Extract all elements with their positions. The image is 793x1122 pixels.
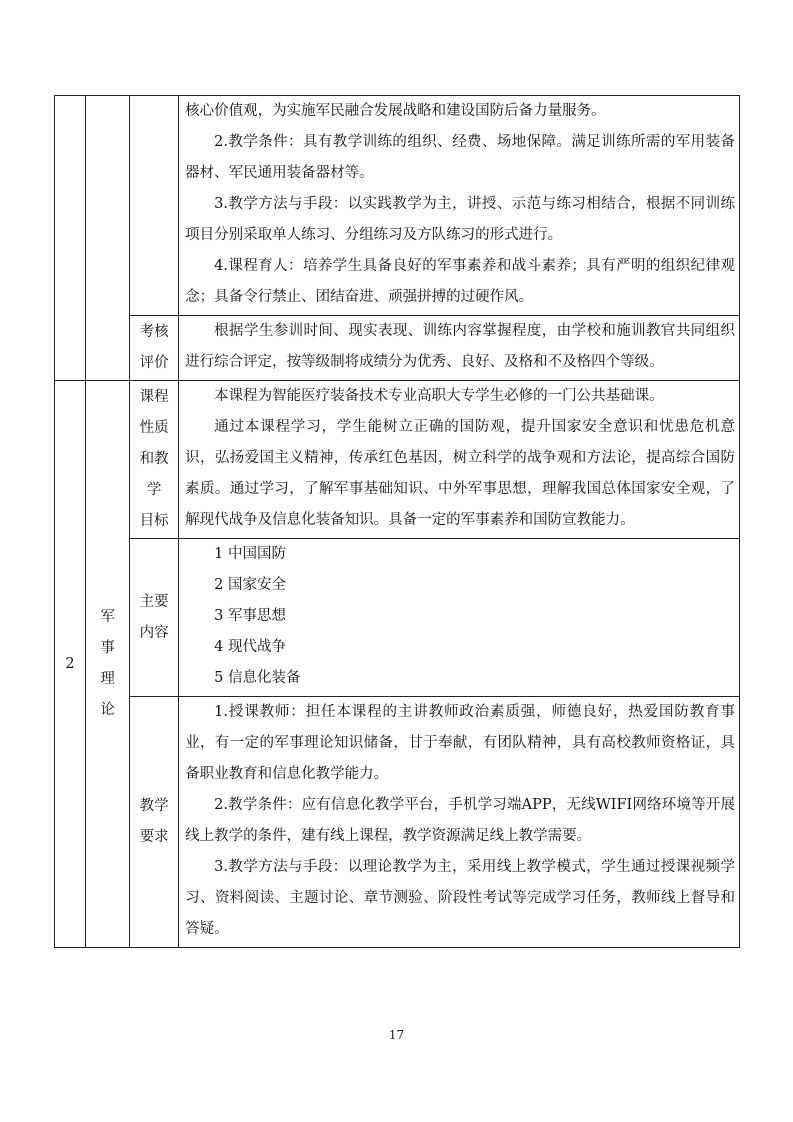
assessment-label (130, 316, 179, 381)
list-item: 1 中国国防 (214, 546, 286, 562)
curriculum-table (54, 95, 740, 948)
paragraph: 2.教学条件：应有信息化教学平台，手机学习端APP，无线WIFI网络环境等开展线上教学的条件，建有线上课程，教学资源满足线上教学需要。 (185, 797, 735, 844)
course-name-char: 军 (100, 609, 115, 625)
course-name-char: 理 (100, 671, 115, 687)
course-number-cell (55, 96, 86, 381)
nature-goals-body (179, 381, 740, 539)
paragraph: 通过本课程学习，学生能树立正确的国防观，提升国家安全意识和忧患危机意识，弘扬爱国主义精神，传承红色基因，树立科学的战争观和方法论，提高综合国防素质。通过学习，了解军事基础知识、中外军事思想，理解我国总体国家安全观，了解现代战争及信息化装备知识。具备一定的军事素养和国防宣教能力。 (185, 419, 735, 528)
table-row (55, 316, 740, 381)
course-name-cell (86, 381, 130, 948)
table-row (55, 381, 740, 539)
label-line: 教学 (139, 798, 169, 814)
list-item: 3 军事思想 (214, 608, 286, 624)
main-content-body (179, 539, 740, 697)
course-name-cell (86, 96, 130, 381)
label-line: 和教 (139, 451, 169, 467)
paragraph: 核心价值观，为实施军民融合发展战略和建设国防后备力量服务。 (185, 103, 606, 119)
page-number: 17 (388, 1028, 405, 1042)
label-line: 评价 (139, 355, 169, 371)
course-name-char: 论 (100, 702, 115, 718)
label-cell-empty (130, 96, 179, 316)
paragraph: 1.授课教师：担任本课程的主讲教师政治素质强，师德良好，热爱国防教育事业，有一定的军事理论知识储备，甘于奉献，有团队精神，具有高校教师资格证，具备职业教育和信息化教学能力。 (185, 704, 735, 782)
label-line: 要求 (139, 829, 169, 845)
teaching-requirements-body (179, 697, 740, 948)
list-item: 2 国家安全 (214, 577, 286, 593)
assessment-body (179, 316, 740, 381)
course-number-cell: 2 (55, 381, 86, 948)
label-line: 主要 (139, 593, 169, 610)
main-content-label (130, 539, 179, 697)
paragraph: 3.教学方法与手段：以理论教学为主，采用线上教学模式，学生通过授课视频学习、资料阅读、主题讨论、章节测验、阶段性考试等完成学习任务，教师线上督导和答疑。 (185, 859, 735, 937)
paragraph: 3.教学方法与手段：以实践教学为主，讲授、示范与练习相结合，根据不同训练项目分别采取单人练习、分组练习及方队练习的形式进行。 (185, 196, 735, 243)
paragraph: 4.课程育人：培养学生具备良好的军事素养和战斗素养；具有严明的组织纪律观念；具备令行禁止、团结奋进、顽强拼搏的过硬作风。 (185, 258, 735, 305)
paragraph: 2.教学条件：具有教学训练的组织、经费、场地保障。满足训练所需的军用装备器材、军民通用装备器材等。 (185, 134, 735, 181)
table-row (55, 697, 740, 948)
table-row (55, 96, 740, 316)
paragraph: 根据学生参训时间、现实表现、训练内容掌握程度，由学校和施训教官共同组织进行综合评定，按等级制将成绩分为优秀、良好、及格和不及格四个等级。 (185, 323, 735, 370)
label-line: 课程 (139, 389, 169, 405)
nature-goals-label (130, 381, 179, 539)
table-row (55, 539, 740, 697)
label-line: 目标 (139, 513, 169, 529)
list-item: 4 现代战争 (214, 639, 286, 655)
label-line: 性质 (139, 420, 169, 436)
course-name-char: 事 (100, 640, 115, 656)
label-line: 学 (146, 482, 162, 498)
list-item: 5 信息化装备 (214, 670, 301, 686)
content-list (185, 539, 735, 694)
teaching-requirements-label (130, 697, 179, 948)
paragraph: 本课程为智能医疗装备技术专业高职大专学生必修的一门公共基础课。 (214, 388, 664, 404)
label-line: 考核 (139, 324, 169, 340)
teaching-requirements-continued (179, 96, 740, 316)
label-line: 内容 (139, 624, 169, 641)
